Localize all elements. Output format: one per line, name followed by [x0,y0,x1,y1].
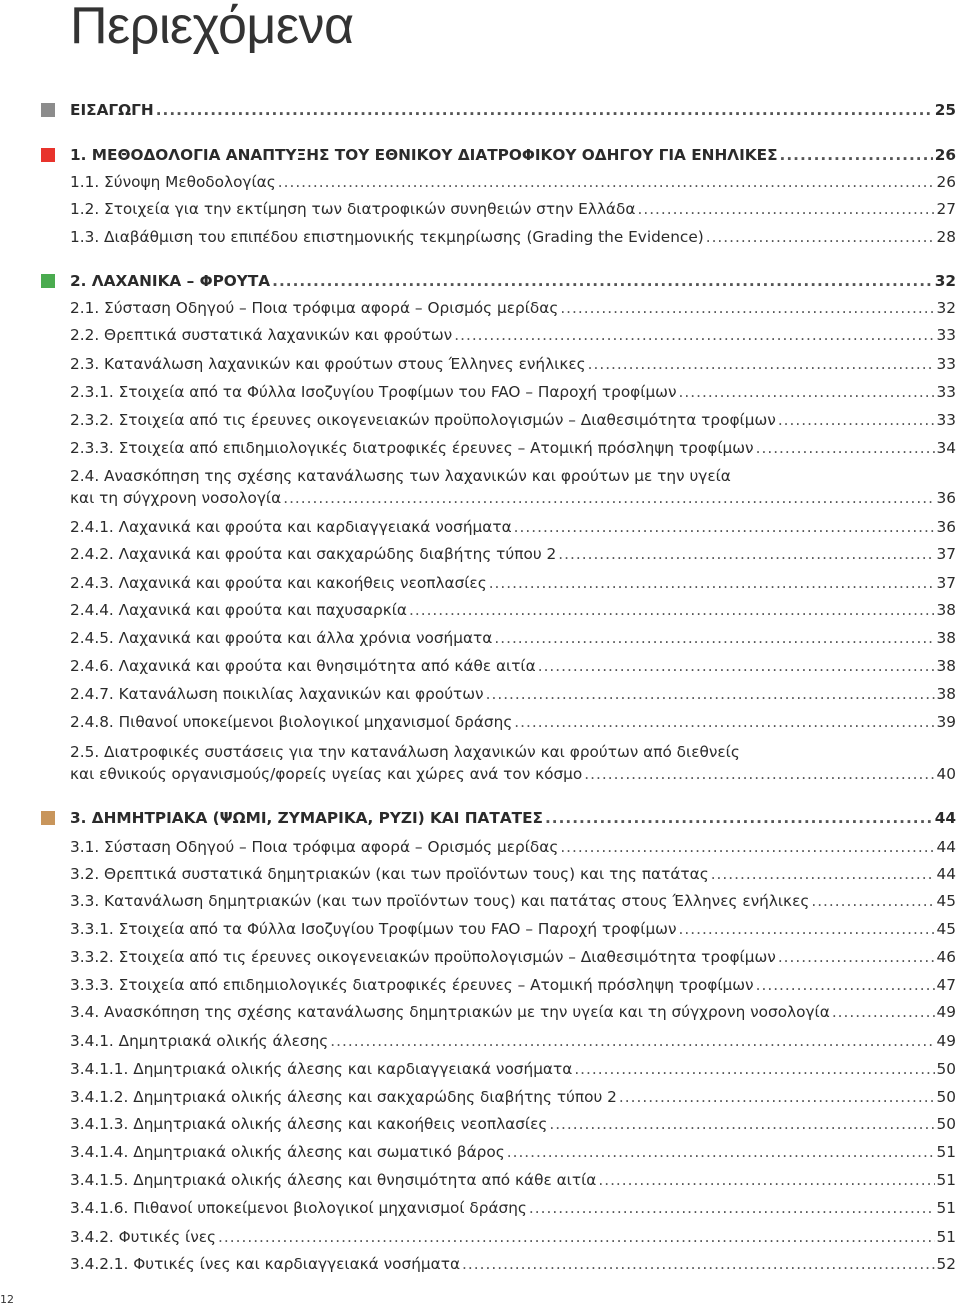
toc-entry-title: 2. ΛΑΧΑΝΙΚΑ – ΦΡΟΥΤΑ [70,272,271,290]
toc-page-number: 44 [936,865,956,883]
toc-entry[interactable] [70,544,956,566]
toc-page-number: 38 [936,657,956,675]
dot-leader [588,354,935,374]
dot-leader [778,947,935,967]
dot-leader [558,544,934,564]
toc-entry[interactable] [70,1087,956,1109]
toc-entry[interactable] [70,600,956,622]
dot-leader [811,891,934,911]
toc-chapter-entry[interactable] [70,100,956,122]
toc-entry[interactable] [70,1002,956,1024]
toc-entry-title: 2.4.2. Λαχανικά και φρούτα και σακχαρώδης διαβήτης τύπου 2 [70,545,557,563]
toc-entry[interactable] [70,864,956,886]
toc-page-number: 51 [936,1171,956,1189]
toc-entry-title: 2.4. Ανασκόπηση της σχέσης κατανάλωσης των λαχανικών και φρούτων με την υγεία [70,467,731,485]
toc-entry-line [70,410,956,432]
toc-entry-title: 2.3.3. Στοιχεία από επιδημιολογικές διατροφικές έρευνες – Ατομική πρόσληψη τροφίμων [70,439,754,457]
toc-entry-line [70,488,956,510]
toc-entry-title: και εθνικούς οργανισμούς/φορείς υγείας και χώρες ανά τον κόσμο [70,765,583,783]
toc-entry-line [70,628,956,650]
dot-leader [514,712,934,732]
dot-leader [538,656,935,676]
toc-entry-line [70,891,956,913]
toc-page-number: 40 [936,765,956,783]
toc-entry-title: 3.4.1.4. Δημητριακά ολικής άλεσης και σωματικό βάρος [70,1143,505,1161]
dot-leader [780,145,933,165]
toc-entry[interactable] [70,172,956,194]
dot-leader [598,1170,934,1190]
toc-entry[interactable] [70,227,956,249]
toc-entry[interactable] [70,325,956,347]
toc-page-number: 52 [936,1255,956,1273]
toc-entry-line [70,1227,956,1249]
dot-leader [778,410,935,430]
toc-chapter-entry[interactable] [70,145,956,167]
toc-entry-title: 2.3.1. Στοιχεία από τα Φύλλα Ισοζυγίου Τροφίμων του FAO – Παροχή τροφίμων [70,383,677,401]
toc-entry[interactable] [70,517,956,539]
toc-page-number: 36 [936,489,956,507]
toc-entry-title: 3.4. Ανασκόπηση της σχέσης κατανάλωσης δημητριακών με την υγεία και τη σύγχρονη νοσολογία [70,1003,830,1021]
toc-entry-title: 3.4.2.1. Φυτικές ίνες και καρδιαγγειακά νοσήματα [70,1255,461,1273]
dot-leader [756,438,935,458]
toc-entry-title: 2.3.2. Στοιχεία από τις έρευνες οικογενειακών προϋπολογισμών – Διαθεσιμότητα τροφίμων [70,411,776,429]
toc-entry-title: 2.4.1. Λαχανικά και φρούτα και καρδιαγγειακά νοσήματα [70,518,512,536]
dot-leader [637,199,934,219]
toc-page-number: 28 [936,228,956,246]
dot-leader [272,271,933,291]
toc-entry-line [70,600,956,622]
toc-entry-title: 2.4.8. Πιθανοί υποκείμενοι βιολογικοί μηχανισμοί δράσης [70,713,513,731]
toc-entry-title: 1.1. Σύνοψη Μεθοδολογίας [70,173,276,191]
toc-page-number: 51 [936,1228,956,1246]
toc-page-number: 49 [936,1032,956,1050]
dot-leader [494,628,934,648]
toc-entry-line [70,808,956,830]
toc-entry-title: 2.4.6. Λαχανικά και φρούτα και θνησιμότητα από κάθε αιτία [70,657,536,675]
toc-entry-title: 3.4.1.3. Δημητριακά ολικής άλεσης και κακοήθεις νεοπλασίες [70,1115,548,1133]
dot-leader [756,975,935,995]
toc-page-number: 26 [934,146,956,164]
toc-entry[interactable] [70,1170,956,1192]
toc-page-number: 38 [936,601,956,619]
toc-entry-title: 1.3. Διαβάθμιση του επιπέδου επιστημονικής τεκμηρίωσης (Grading the Evidence) [70,228,704,246]
toc-page-number: 25 [934,101,956,119]
dot-leader [545,808,933,828]
toc-entry-line [70,466,956,488]
toc-entry-line [70,837,956,859]
dot-leader [514,517,935,537]
toc-page-number: 44 [936,838,956,856]
toc-entry[interactable] [70,1198,956,1220]
dot-leader [489,573,935,593]
toc-page-number: 47 [936,976,956,994]
toc-page-number: 33 [936,355,956,373]
toc-entry[interactable] [70,573,956,595]
toc-entry-line [70,1059,956,1081]
section-marker-square [41,103,55,117]
toc-entry-line [70,438,956,460]
toc-page-number: 26 [936,173,956,191]
toc-entry-line [70,764,956,786]
dot-leader [529,1198,935,1218]
dot-leader [278,172,935,192]
toc-entry-title: 3.4.1.6. Πιθανοί υποκείμενοι βιολογικοί μηχανισμοί δράσης [70,1199,527,1217]
toc-entry[interactable] [70,382,956,404]
toc-page-number: 32 [934,272,956,290]
dot-leader [549,1114,934,1134]
dot-leader [486,684,935,704]
toc-entry[interactable] [70,199,956,221]
dot-leader [706,227,935,247]
toc-page-number: 46 [936,948,956,966]
toc-entry[interactable] [70,947,956,969]
toc-page-number: 45 [936,892,956,910]
toc-entry-line [70,544,956,566]
toc-entry[interactable] [70,1031,956,1053]
toc-entry-title: 2.3. Κατανάλωση λαχανικών και φρούτων στους Έλληνες ενήλικες [70,355,586,373]
dot-leader [560,837,934,857]
toc-page-number: 44 [934,809,956,827]
toc-entry-title: ΕΙΣΑΓΩΓΗ [70,101,154,119]
toc-entry-title: 2.4.5. Λαχανικά και φρούτα και άλλα χρόνια νοσήματα [70,629,493,647]
toc-entry-line [70,975,956,997]
toc-entry-title: 2.5. Διατροφικές συστάσεις για την κατανάλωση λαχανικών και φρούτων από διεθνείς [70,743,740,761]
toc-entry-line [70,712,956,734]
toc-page-number: 50 [936,1115,956,1133]
toc-chapter-entry[interactable] [70,271,956,293]
toc-entry-title: 2.4.4. Λαχανικά και φρούτα και παχυσαρκία [70,601,407,619]
toc-entry-line [70,1170,956,1192]
toc-entry[interactable] [70,684,956,706]
page-title: Περιεχόμενα [70,0,354,55]
toc-entry-line [70,298,956,320]
toc-entry-title: 1.2. Στοιχεία για την εκτίμηση των διατροφικών συνηθειών στην Ελλάδα [70,200,636,218]
dot-leader [574,1059,934,1079]
section-marker-square [41,274,55,288]
toc-entry[interactable] [70,891,956,913]
toc-entry-line [70,864,956,886]
toc-entry-line [70,199,956,221]
toc-entry-line [70,1031,956,1053]
toc-page-number: 50 [936,1088,956,1106]
page-number: 12 [0,1293,14,1306]
toc-entry[interactable] [70,837,956,859]
toc-entry-line [70,145,956,167]
toc-entry-line [70,1198,956,1220]
dot-leader [711,864,935,884]
toc-entry[interactable] [70,438,956,460]
toc-entry-title: 3.2. Θρεπτικά συστατικά δημητριακών (και των προϊόντων τους) και της πατάτας [70,865,709,883]
toc-chapter-entry[interactable] [70,808,956,830]
toc-entry-line [70,656,956,678]
toc-page-number: 34 [936,439,956,457]
toc-entry-title: 1. ΜΕΘΟΔΟΛΟΓΙΑ ΑΝΑΠΤΥΞΗΣ ΤΟΥ ΕΘΝΙΚΟΥ ΔΙΑΤΡΟΦΙΚΟΥ ΟΔΗΓΟΥ ΓΙΑ ΕΝΗΛΙΚΕΣ [70,146,778,164]
toc-entry-title: 2.2. Θρεπτικά συστατικά λαχανικών και φρούτων [70,326,453,344]
toc-entry-title: 3. ΔΗΜΗΤΡΙΑΚΑ (ΨΩΜΙ, ΖΥΜΑΡΙΚΑ, ΡΥΖΙ) ΚΑΙ ΠΑΤΑΤΕΣ [70,809,543,827]
toc-entry-line [70,1087,956,1109]
dot-leader [832,1002,935,1022]
toc-entry[interactable] [70,975,956,997]
toc-entry-line [70,1002,956,1024]
toc-entry-line [70,742,956,764]
toc-entry-line [70,919,956,941]
toc-entry-title: 3.3. Κατανάλωση δημητριακών (και των προϊόντων τους) και πατάτας στους Έλληνες ενήλικες [70,892,810,910]
toc-page-number: 45 [936,920,956,938]
toc-entry-line [70,1142,956,1164]
toc-entry[interactable] [70,628,956,650]
toc-entry-title: 3.4.2. Φυτικές ίνες [70,1228,217,1246]
toc-entry-line [70,227,956,249]
toc-page-number: 49 [936,1003,956,1021]
toc-entry-line [70,172,956,194]
toc-entry-line [70,100,956,122]
toc-entry-title: 2.4.7. Κατανάλωση ποικιλίας λαχανικών και φρούτων [70,685,484,703]
dot-leader [679,919,935,939]
dot-leader [507,1142,935,1162]
toc-entry[interactable] [70,354,956,376]
toc-page-number: 36 [936,518,956,536]
dot-leader [454,325,934,345]
toc-page-number: 51 [936,1199,956,1217]
toc-entry-line [70,684,956,706]
section-marker-square [41,148,55,162]
dot-leader [619,1087,935,1107]
toc-entry-line [70,1114,956,1136]
toc-entry-line [70,382,956,404]
toc-page-number: 39 [936,713,956,731]
toc-entry-line [70,325,956,347]
section-marker-square [41,811,55,825]
toc-entry-line [70,354,956,376]
toc-page-number: 38 [936,629,956,647]
toc-entry-title: 3.4.1. Δημητριακά ολικής άλεσης [70,1032,329,1050]
toc-entry[interactable] [70,1142,956,1164]
dot-leader [560,298,934,318]
toc-entry-line [70,1254,956,1276]
toc-entry-title: 2.4.3. Λαχανικά και φρούτα και κακοήθεις νεοπλασίες [70,574,487,592]
toc-entry[interactable] [70,1059,956,1081]
toc-entry-line [70,947,956,969]
toc-page-number: 33 [936,411,956,429]
dot-leader [679,382,935,402]
toc-page-number: 37 [936,574,956,592]
toc-entry[interactable] [70,1227,956,1249]
toc-page-number: 37 [936,545,956,563]
dot-leader [156,100,933,120]
dot-leader [218,1227,935,1247]
dot-leader [330,1031,934,1051]
toc-page-number: 32 [936,299,956,317]
toc-entry[interactable] [70,466,956,510]
toc-page-number: 33 [936,326,956,344]
toc-entry-title: 2.1. Σύσταση Οδηγού – Ποια τρόφιμα αφορά – Ορισμός μερίδας [70,299,559,317]
toc-entry-title: 3.1. Σύσταση Οδηγού – Ποια τρόφιμα αφορά – Ορισμός μερίδας [70,838,559,856]
toc-page-number: 27 [936,200,956,218]
toc-entry-title: και τη σύγχρονη νοσολογία [70,489,282,507]
toc-entry-line [70,517,956,539]
toc-page-number: 50 [936,1060,956,1078]
toc-page-number: 51 [936,1143,956,1161]
toc-entry-title: 3.4.1.5. Δημητριακά ολικής άλεσης και θνησιμότητα από κάθε αιτία [70,1171,597,1189]
toc-entry[interactable] [70,1254,956,1276]
toc-entry-title: 3.4.1.1. Δημητριακά ολικής άλεσης και καρδιαγγειακά νοσήματα [70,1060,573,1078]
toc-page-number: 38 [936,685,956,703]
toc-entry[interactable] [70,742,956,786]
toc-entry-title: 3.3.2. Στοιχεία από τις έρευνες οικογενειακών προϋπολογισμών – Διαθεσιμότητα τροφίμων [70,948,776,966]
toc-entry-line [70,271,956,293]
toc-page-number: 33 [936,383,956,401]
dot-leader [584,764,934,784]
toc-entry-title: 3.4.1.2. Δημητριακά ολικής άλεσης και σακχαρώδης διαβήτης τύπου 2 [70,1088,617,1106]
toc-entry[interactable] [70,712,956,734]
toc-entry[interactable] [70,1114,956,1136]
toc-entry-title: 3.3.3. Στοιχεία από επιδημιολογικές διατροφικές έρευνες – Ατομική πρόσληψη τροφίμων [70,976,754,994]
toc-entry[interactable] [70,919,956,941]
toc-entry-title: 3.3.1. Στοιχεία από τα Φύλλα Ισοζυγίου Τροφίμων του FAO – Παροχή τροφίμων [70,920,677,938]
dot-leader [462,1254,934,1274]
toc-entry[interactable] [70,656,956,678]
toc-entry[interactable] [70,298,956,320]
toc-entry-line [70,573,956,595]
dot-leader [283,488,934,508]
dot-leader [409,600,935,620]
toc-entry[interactable] [70,410,956,432]
